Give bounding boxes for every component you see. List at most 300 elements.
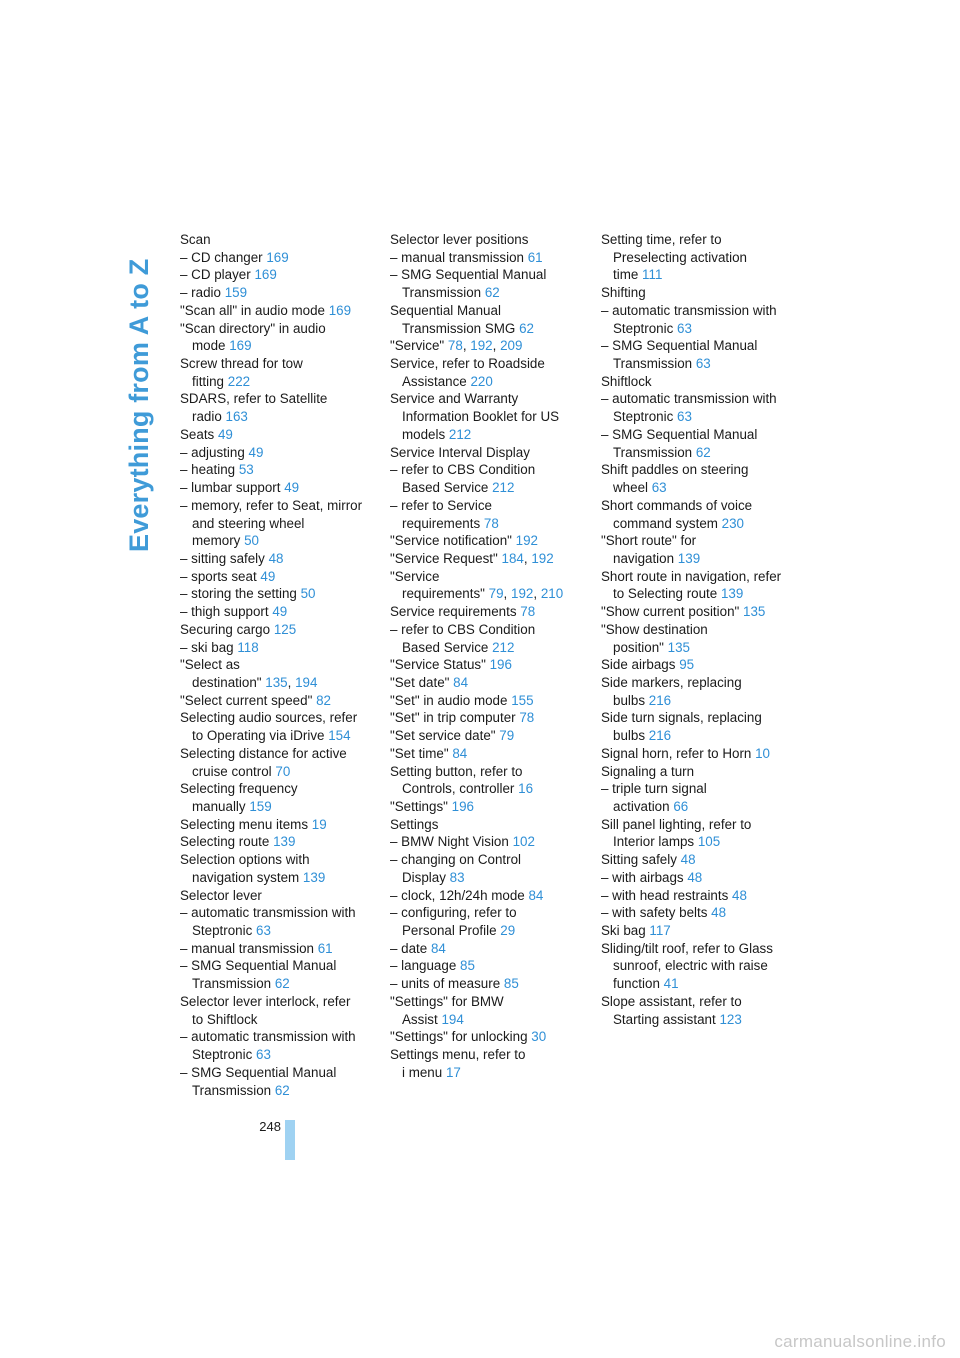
index-entry-term: "Set date" <box>390 674 450 690</box>
index-entry-term: – ski bag <box>180 639 234 655</box>
page-ref-link[interactable]: 139 <box>273 834 296 850</box>
index-entry <box>180 957 380 992</box>
index-entry-term: Controls, controller <box>402 781 515 797</box>
index-entry-term: Service, refer to Roadside <box>390 356 545 372</box>
index-entry <box>180 887 380 905</box>
index-entry-term: – configuring, refer to <box>390 905 517 921</box>
index-entry-term: Transmission <box>192 1082 272 1098</box>
page-ref-link[interactable]: 84 <box>528 887 544 903</box>
page-ref-link[interactable]: 192 <box>470 338 493 354</box>
page-ref-link[interactable]: 10 <box>755 745 770 761</box>
index-entry <box>601 869 801 887</box>
index-entry <box>180 461 380 479</box>
page-ref-link[interactable]: 41 <box>663 976 679 992</box>
index-entry <box>180 851 380 886</box>
page-ref-link[interactable]: 63 <box>256 1047 271 1063</box>
index-entry-term: Shifting <box>601 285 646 301</box>
page-ref-link[interactable]: 49 <box>217 426 233 442</box>
index-entry <box>390 833 590 851</box>
index-entry <box>180 692 380 710</box>
page-ref-link[interactable]: 111 <box>642 267 663 283</box>
index-entry-term: Ski bag <box>601 923 646 939</box>
index-entry <box>601 337 801 372</box>
index-entry-term: Display <box>402 869 446 885</box>
page-ref-link[interactable]: 48 <box>687 869 703 885</box>
index-entry <box>601 674 801 709</box>
index-entry <box>390 798 590 816</box>
page-ref-link[interactable]: 216 <box>648 692 672 708</box>
index-entry <box>390 993 590 1028</box>
index-entry-term: Transmission <box>613 356 693 372</box>
index-entry <box>180 816 380 834</box>
watermark: carmanualsonline.info <box>774 1332 946 1351</box>
page-ref-link[interactable]: 184 <box>501 550 524 566</box>
index-entry <box>601 780 801 815</box>
index-entry <box>390 249 590 267</box>
index-entry-term: – changing on Control <box>390 852 522 868</box>
page-ref-link[interactable]: 196 <box>451 799 474 814</box>
index-entry-term: Securing cargo <box>180 621 271 637</box>
index-entry-term: Transmission <box>613 444 693 460</box>
index-entry-term: navigation system <box>192 869 300 885</box>
index-column-1 <box>180 231 380 1099</box>
index-entry-term: "Service Request" <box>390 550 498 566</box>
index-entry-term: Selection options with <box>180 852 310 868</box>
page-ref-link[interactable]: 169 <box>266 249 289 265</box>
index-entry-term: – manual transmission <box>180 940 314 956</box>
index-entry-term: "Service Status" <box>390 657 486 673</box>
index-entry: "Service requirements" 79, 192, 210 <box>390 568 564 602</box>
index-entry-term: Shiftlock <box>601 373 652 389</box>
page-ref-link[interactable]: 48 <box>268 550 284 566</box>
page-ref-link[interactable]: 30 <box>531 1029 547 1045</box>
page-ref-link[interactable]: 62 <box>519 320 534 336</box>
index-entry-term: Slope assistant, refer to <box>601 993 742 1009</box>
index-entry <box>601 390 801 425</box>
index-entry <box>390 1028 590 1046</box>
index-entry-term: Assist <box>402 1011 438 1027</box>
index-entry-term: sunroof, electric with raise <box>613 958 768 974</box>
index-entry <box>180 302 380 320</box>
section-title-text: Everything from A to Z <box>124 258 154 552</box>
index-entry-term: Sitting safely <box>601 852 677 868</box>
index-entry-term: manually <box>192 799 246 814</box>
index-entry-term: – units of measure <box>390 976 501 992</box>
index-entry <box>390 231 590 249</box>
index-entry-term: "Service <box>390 568 440 584</box>
page-ref-link[interactable]: 62 <box>274 976 290 992</box>
page-ref-link[interactable]: 85 <box>503 976 519 992</box>
page-ref-link[interactable]: 61 <box>317 940 333 956</box>
index-entry <box>390 763 590 798</box>
index-entry <box>390 887 590 905</box>
index-entry <box>390 461 590 496</box>
index-entry <box>601 922 801 940</box>
index-entry-term: Information Booklet for US <box>402 409 560 425</box>
index-entry-term: – triple turn signal <box>601 781 707 797</box>
index-entry-term: Selecting audio sources, refer <box>180 710 358 726</box>
index-entry <box>390 621 590 656</box>
index-entry-term: Transmission <box>192 976 272 992</box>
index-entry <box>601 763 801 781</box>
index-entry-term: Transmission SMG <box>402 320 516 336</box>
page-ref-link[interactable]: 169 <box>328 302 352 318</box>
index-entry <box>390 975 590 993</box>
index-entry-term: Service Interval Display <box>390 444 530 460</box>
page-ref-link[interactable]: 194 <box>441 1011 464 1027</box>
index-entry <box>601 993 801 1028</box>
index-entry-term: Steptronic <box>613 320 674 336</box>
index-entry-term: – with head restraints <box>601 887 729 903</box>
index-entry <box>601 603 801 621</box>
index-entry-term: "Service notification" <box>390 533 512 549</box>
page-ref-link[interactable]: 16 <box>518 781 534 797</box>
page-ref-link[interactable]: 49 <box>260 568 276 584</box>
index-entry <box>601 532 801 567</box>
index-entry <box>180 231 380 249</box>
index-entry-term: "Service" <box>390 338 445 354</box>
index-entry-term: and steering wheel <box>192 515 305 531</box>
page-ref-link[interactable]: 220 <box>470 373 493 389</box>
index-entry-term: to Selecting route <box>613 586 718 602</box>
index-entry <box>390 302 590 337</box>
page-ref-link[interactable]: 192 <box>531 550 554 566</box>
index-entry-term: wheel <box>613 480 648 496</box>
index-entry-term: Settings menu, refer to <box>390 1047 526 1063</box>
page-ref-link[interactable]: 135 <box>743 604 766 620</box>
index-entry-term: time <box>613 267 639 283</box>
page-number: 248 <box>259 1119 281 1134</box>
index-entry-term: Selecting menu items <box>180 816 309 832</box>
index-entry <box>390 656 590 674</box>
index-entry-term: Sliding/tilt roof, refer to Glass <box>601 940 773 956</box>
index-entry <box>180 621 380 639</box>
page-ref-link[interactable]: 159 <box>224 285 248 301</box>
index-entry <box>180 426 380 444</box>
index-entry <box>180 568 380 586</box>
index-entry-term: radio <box>192 409 222 425</box>
page-ref-link[interactable]: 212 <box>492 480 515 496</box>
page-ref-link[interactable]: 19 <box>311 816 327 832</box>
index-entry <box>180 249 380 267</box>
page-ref-link[interactable]: 118 <box>237 639 259 655</box>
index-entry-term: – automatic transmission with <box>601 391 777 407</box>
page-ref-link[interactable]: 95 <box>679 657 695 673</box>
index-entry-term: "Set time" <box>390 745 449 761</box>
index-entry-term: function <box>613 976 660 992</box>
index-entry <box>390 266 590 301</box>
index-entry <box>390 851 590 886</box>
page-ref-link[interactable]: 84 <box>453 674 469 690</box>
index-entry-term: – date <box>390 940 428 956</box>
index-entry-term: – with airbags <box>601 869 684 885</box>
index-entry <box>390 940 590 958</box>
index-entry-term: destination" <box>192 674 262 690</box>
index-entry-term: Short commands of voice <box>601 497 753 513</box>
index-entry-term: "Scan all" in audio mode <box>180 302 325 318</box>
page-ref-link[interactable]: 79 <box>499 728 515 744</box>
index-entry <box>601 709 801 744</box>
index-entry-term: "Set service date" <box>390 728 496 744</box>
index-entry-term: – SMG Sequential Manual <box>390 267 547 283</box>
page-ref-link[interactable]: 83 <box>449 869 465 885</box>
index-entry <box>390 709 590 727</box>
index-entry-term: Sill panel lighting, refer to <box>601 816 752 832</box>
index-entry-term: position" <box>613 639 664 655</box>
index-entry <box>180 833 380 851</box>
page-ref-link[interactable]: 29 <box>500 923 516 939</box>
page-ref-link[interactable]: 62 <box>274 1082 290 1098</box>
page-ref-link[interactable]: 210 <box>540 586 564 602</box>
page-ref-link[interactable]: 192 <box>511 586 534 602</box>
page-ref-link[interactable]: 50 <box>244 533 259 549</box>
index-entry <box>390 532 590 550</box>
index-entry-term: – storing the setting <box>180 586 297 602</box>
page-ref-link[interactable]: 53 <box>238 462 254 478</box>
page-ref-link[interactable]: 139 <box>720 586 744 602</box>
page-ref-link[interactable]: 192 <box>515 533 538 549</box>
index-entry <box>180 993 380 1028</box>
index-entry-term: "Scan directory" in audio <box>180 320 326 336</box>
index-entry-term: Selector lever interlock, refer <box>180 993 351 1009</box>
index-entry-term: cruise control <box>192 763 272 779</box>
section-title-vertical <box>124 232 154 552</box>
index-entry-term: – clock, 12h/24h mode <box>390 887 525 903</box>
page-ref-link[interactable]: 63 <box>677 409 692 425</box>
index-entry-term: navigation <box>613 550 675 566</box>
index-entry <box>180 266 380 284</box>
index-entry <box>601 887 801 905</box>
index-entry-term: memory <box>192 533 241 549</box>
index-entry-term: – refer to CBS Condition <box>390 621 536 637</box>
index-entry-term: "Show current position" <box>601 604 740 620</box>
index-entry-term: Preselecting activation <box>613 249 747 265</box>
index-entry <box>180 780 380 815</box>
index-entry <box>390 692 590 710</box>
index-entry <box>390 674 590 692</box>
page-ref-link[interactable]: 209 <box>500 338 523 354</box>
index-entry-term: "Settings" for unlocking <box>390 1029 528 1045</box>
page-ref-link[interactable]: 62 <box>484 285 500 301</box>
page-ref-link[interactable]: 222 <box>227 373 251 389</box>
index-entry-term: Selector lever positions <box>390 232 529 247</box>
index-entry-term: – adjusting <box>180 444 245 460</box>
page-ref-link[interactable]: 212 <box>448 426 472 442</box>
index-entry-term: Transmission <box>402 285 482 301</box>
index-entry-term: – sports seat <box>180 568 257 584</box>
page-ref-link[interactable]: 194 <box>295 674 318 690</box>
page-ref-link[interactable]: 123 <box>719 1011 742 1027</box>
index-entry-term: to Operating via iDrive <box>192 728 325 744</box>
page-ref-link[interactable]: 78 <box>519 710 535 726</box>
index-entry-term: requirements <box>402 515 481 531</box>
index-entry-term: Setting button, refer to <box>390 763 523 779</box>
index-entry <box>601 904 801 922</box>
page-ref-link[interactable]: 63 <box>256 923 271 939</box>
page-ref-link[interactable]: 78 <box>520 604 536 620</box>
index-entry-term: – manual transmission <box>390 249 524 265</box>
page-ref-link[interactable]: 82 <box>316 692 331 708</box>
index-entry <box>390 603 590 621</box>
index-entry <box>390 497 590 532</box>
index-entry <box>601 231 801 284</box>
index-entry <box>601 461 801 496</box>
index-entry <box>180 709 380 744</box>
page-ref-link[interactable]: 49 <box>248 444 264 460</box>
page-ref-link[interactable]: 169 <box>229 338 252 354</box>
page-ref-link[interactable]: 125 <box>273 621 297 637</box>
page-ref-link[interactable]: 139 <box>302 869 326 885</box>
index-entry-term: – heating <box>180 462 236 478</box>
index-entry <box>180 940 380 958</box>
index-entry-term: Seats <box>180 426 215 442</box>
index-entry-term: Scan <box>180 232 211 247</box>
index-entry-term: Side markers, replacing <box>601 674 742 690</box>
index-entry-term: Selecting frequency <box>180 781 298 797</box>
page-ref-link[interactable]: 163 <box>225 409 248 425</box>
index-entry-term: – language <box>390 958 457 974</box>
index-entry-term: – refer to CBS Condition <box>390 462 536 478</box>
page-marker-bar <box>285 1120 295 1160</box>
index-entry <box>180 444 380 462</box>
index-entry <box>390 355 590 390</box>
index-entry <box>180 1028 380 1063</box>
index-entry-term: Selector lever <box>180 887 262 903</box>
index-entry-term: Sequential Manual <box>390 302 501 318</box>
index-entry-term: Interior lamps <box>613 834 695 850</box>
index-entry-term: Service requirements <box>390 604 517 620</box>
page-ref-link[interactable]: 230 <box>721 515 744 531</box>
index-entry-term: "Settings" for BMW <box>390 993 504 1009</box>
index-entry <box>180 320 380 355</box>
page-ref-link[interactable]: 48 <box>711 905 727 921</box>
index-entry-term: bulbs <box>613 728 646 744</box>
page-ref-link[interactable]: 79 <box>488 586 504 602</box>
page-ref-link[interactable]: 78 <box>447 338 463 354</box>
index-entry <box>601 373 801 391</box>
index-entry-term: – SMG Sequential Manual <box>180 1064 337 1080</box>
page-ref-link[interactable]: 66 <box>673 799 689 814</box>
index-entry: "Service" 78, 192, 209 <box>390 338 523 354</box>
index-entry <box>180 497 380 550</box>
index-entry-term: Selecting route <box>180 834 270 850</box>
index-entry-term: "Set" in trip computer <box>390 710 516 726</box>
page-ref-link[interactable]: 117 <box>649 923 671 939</box>
index-entry-term: Side turn signals, replacing <box>601 710 762 726</box>
index-entry-term: SDARS, refer to Satellite <box>180 391 328 407</box>
index-entry-term: "Show destination <box>601 621 708 637</box>
index-entry <box>390 957 590 975</box>
index-entry-term: Starting assistant <box>613 1011 716 1027</box>
index-entry-term: Steptronic <box>613 409 674 425</box>
page-ref-link[interactable]: 155 <box>511 692 534 708</box>
page-ref-link[interactable]: 49 <box>284 480 300 496</box>
page-ref-link[interactable]: 169 <box>254 267 277 283</box>
index-entry-term: "Settings" <box>390 799 448 814</box>
page-ref-link[interactable]: 212 <box>492 639 515 655</box>
index-entry-term: Based Service <box>402 480 489 496</box>
index-entry <box>390 904 590 939</box>
page-ref-link[interactable]: 61 <box>527 249 543 265</box>
index-entry-term: mode <box>192 338 226 354</box>
index-entry-term: Steptronic <box>192 1047 253 1063</box>
page-ref-link[interactable]: 63 <box>695 356 711 372</box>
page-ref-link[interactable]: 135 <box>265 674 288 690</box>
page-ref-link[interactable]: 63 <box>651 480 667 496</box>
index-entry <box>180 904 380 939</box>
page-ref-link[interactable]: 159 <box>249 799 272 814</box>
index-entry <box>601 284 801 302</box>
index-entry <box>180 1064 380 1099</box>
page-ref-link[interactable]: 216 <box>648 728 672 744</box>
index-entry-term: "Set" in audio mode <box>390 692 508 708</box>
index-entry-term: – automatic transmission with <box>180 1029 356 1045</box>
page-ref-link[interactable]: 63 <box>677 320 692 336</box>
index-entry-term: "Short route" for <box>601 533 697 549</box>
index-column-3 <box>601 231 801 1028</box>
index-entry-term: command system <box>613 515 718 531</box>
index-entry <box>601 816 801 851</box>
page-ref-link[interactable]: 196 <box>489 657 512 673</box>
index-entry-term: – SMG Sequential Manual <box>180 958 337 974</box>
index-entry-term: "Select current speed" <box>180 692 313 708</box>
page-ref-link[interactable]: 102 <box>512 834 535 850</box>
index-entry-term: Personal Profile <box>402 923 497 939</box>
index-entry <box>390 1046 590 1081</box>
page-ref-link[interactable]: 70 <box>275 763 291 779</box>
index-entry-term: – SMG Sequential Manual <box>601 338 758 354</box>
page-ref-link[interactable]: 85 <box>460 958 475 974</box>
index-entry <box>601 940 801 993</box>
index-entry-term: – automatic transmission with <box>180 905 356 921</box>
index-entry <box>601 497 801 532</box>
index-entry <box>180 390 380 425</box>
index-entry-term: – thigh support <box>180 604 269 620</box>
page-ref-link[interactable]: 154 <box>328 728 351 744</box>
index-entry: "Service Request" 184, 192 <box>390 550 554 566</box>
page-ref-link[interactable]: 48 <box>680 852 696 868</box>
index-entry <box>180 355 380 390</box>
page-ref-link[interactable]: 105 <box>697 834 721 850</box>
page-ref-link[interactable]: 17 <box>445 1064 461 1080</box>
index-entry-term: – radio <box>180 285 221 301</box>
index-entry <box>180 603 380 621</box>
index-entry-term: "Select as <box>180 657 240 673</box>
index-entry-term: Screw thread for tow <box>180 356 303 372</box>
index-entry <box>180 479 380 497</box>
index-entry <box>601 745 801 763</box>
index-entry <box>601 568 801 603</box>
index-entry <box>390 727 590 745</box>
page-ref-link[interactable]: 48 <box>732 887 747 903</box>
index-entry-term: Steptronic <box>192 923 253 939</box>
page-ref-link[interactable]: 84 <box>430 940 446 956</box>
page-ref-link[interactable]: 62 <box>695 444 711 460</box>
page-ref-link[interactable]: 78 <box>483 515 499 531</box>
index-entry-term: requirements" <box>402 586 485 602</box>
index-entry-term: i menu <box>402 1064 443 1080</box>
page-ref-link[interactable]: 50 <box>300 586 316 602</box>
index-entry-term: Side airbags <box>601 657 676 673</box>
page-ref-link[interactable]: 49 <box>272 604 288 620</box>
index-entry <box>390 816 590 834</box>
page-ref-link[interactable]: 139 <box>677 550 701 566</box>
index-entry <box>601 621 801 656</box>
page-ref-link[interactable]: 135 <box>667 639 690 655</box>
index-entry <box>390 390 590 443</box>
page-ref-link[interactable]: 84 <box>452 745 468 761</box>
index-entry <box>601 656 801 674</box>
